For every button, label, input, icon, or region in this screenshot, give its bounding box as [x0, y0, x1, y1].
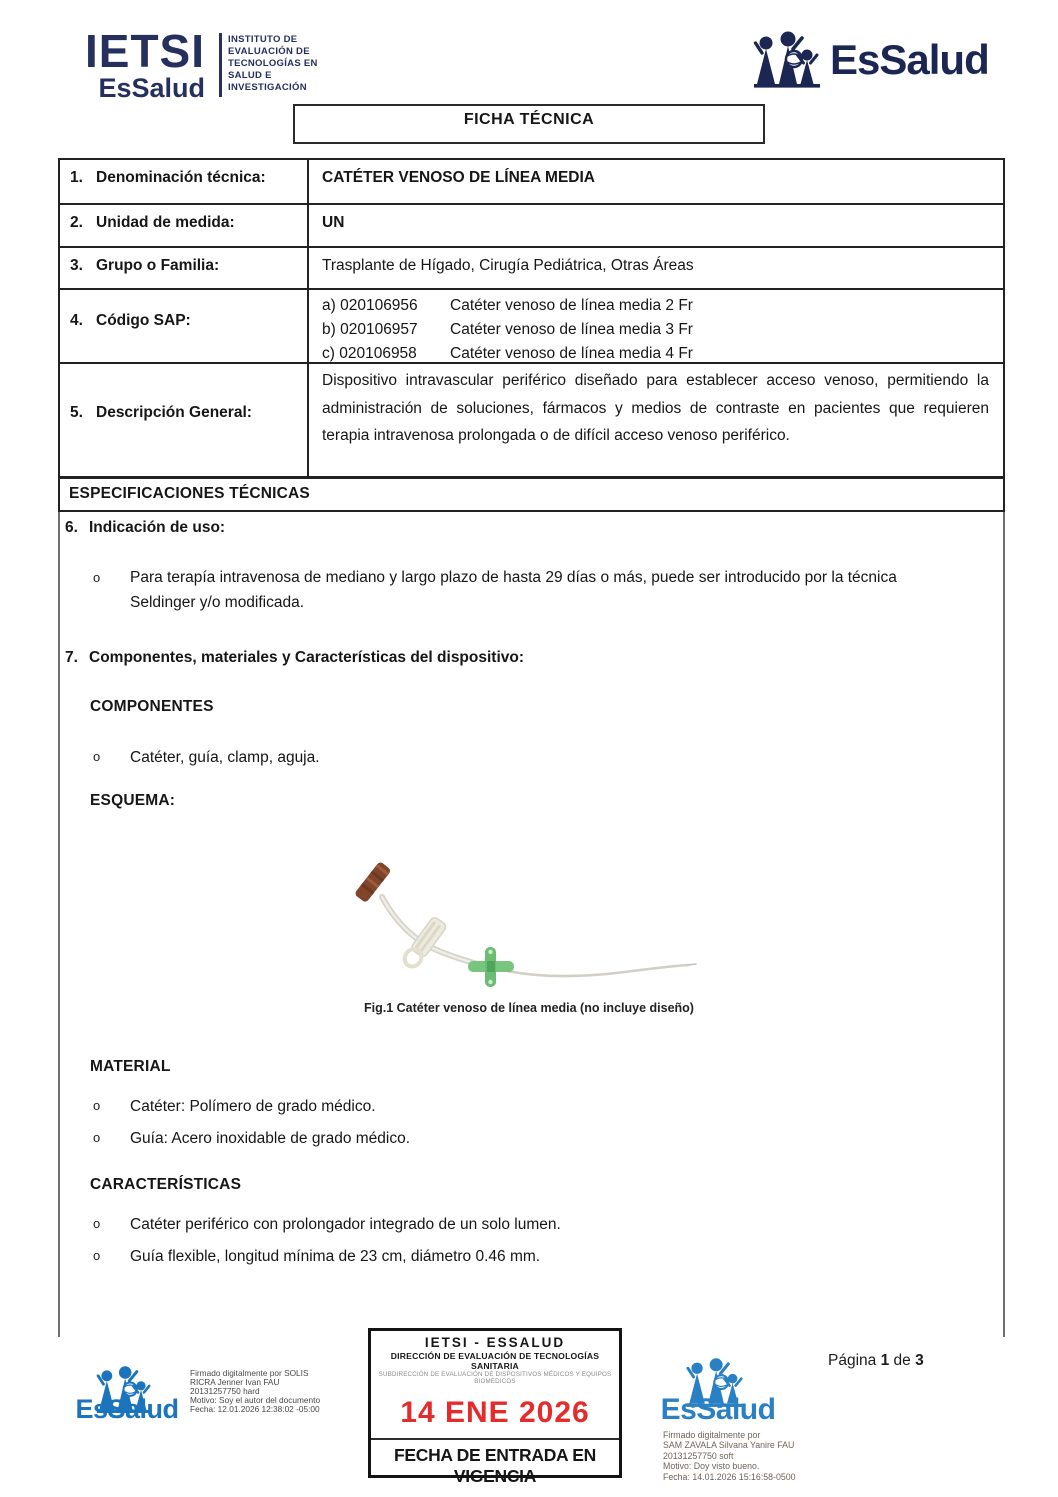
section-title-text: Indicación de uso:	[89, 519, 226, 536]
signature-line: Fecha: 12.01.2026 12:38:02 -05:00	[190, 1404, 320, 1414]
figure-caption: Fig.1 Catéter venoso de línea media (no incluye diseño)	[364, 1001, 694, 1015]
page-number-prefix: Página	[828, 1352, 877, 1369]
caracteristicas-bullet: Guía flexible, longitud mínima de 23 cm, diámetro 0.46 mm.	[130, 1248, 541, 1265]
bullet-marker: o	[93, 1216, 101, 1231]
section-number: 6.	[65, 519, 78, 536]
page-number-separator: de	[893, 1352, 911, 1369]
table-row	[60, 290, 1003, 364]
bullet-marker: o	[93, 749, 101, 764]
table-row	[60, 364, 1003, 476]
row-label	[60, 248, 309, 288]
signature-line: Motivo: Soy el autor del documento	[190, 1395, 321, 1405]
row-number: 2.	[70, 214, 83, 231]
row-number: 3.	[70, 257, 83, 274]
page-number-current: 1	[880, 1352, 890, 1369]
esquema-header: ESQUEMA:	[90, 792, 176, 809]
material-header: MATERIAL	[90, 1058, 171, 1075]
spec-section-header	[58, 477, 1005, 512]
row-label	[60, 205, 309, 246]
essalud-wordmark: EsSalud	[830, 36, 989, 83]
tagline-line: TECNOLOGÍAS EN	[228, 58, 318, 69]
row-value: Trasplante de Hígado, Cirugía Pediátrica, Otras Áreas	[322, 257, 694, 274]
sap-desc: Catéter venoso de línea media 2 Fr	[450, 297, 693, 314]
table-row	[60, 248, 1003, 290]
stamp-divider	[371, 1438, 619, 1440]
sap-code: b) 020106957	[322, 321, 418, 338]
signature-line: Fecha: 14.01.2026 15:16:58-0500	[663, 1471, 796, 1482]
signature-line: Firmado digitalmente por SOLIS	[190, 1368, 309, 1378]
ietsi-tagline	[228, 34, 318, 94]
tagline-line: SALUD E	[228, 70, 272, 81]
spec-table	[58, 158, 1005, 478]
row-label-text: Descripción General:	[96, 404, 252, 421]
tagline-line: INVESTIGACIÓN	[228, 82, 307, 93]
row-value: Dispositivo intravascular periférico diseñado para establecer acceso venoso, permitiendo la administración de soluciones, fármacos y medios de contraste en pacientes que requieren terapia intravenosa prolongada o de difícil acceso venoso periférico.	[322, 372, 989, 444]
signature-line: 20131257750 hard	[190, 1386, 260, 1396]
sap-desc: Catéter venoso de línea media 3 Fr	[450, 321, 693, 338]
ietsi-logo	[85, 25, 206, 104]
row-label	[60, 364, 309, 476]
row-label	[60, 290, 309, 362]
stamp-subdirection: SUBDIRECCIÓN DE EVALUACIÓN DE DISPOSITIVOS MÉDICOS Y EQUIPOS BIOMEDICOS	[378, 1371, 612, 1385]
sap-code-line	[322, 318, 989, 342]
row-number: 5.	[70, 404, 83, 421]
page-number	[828, 1352, 924, 1370]
row-label-text: Grupo o Familia:	[96, 257, 220, 274]
ietsi-essalud-text: EsSalud	[98, 73, 206, 103]
spec-section-title: ESPECIFICACIONES TÉCNICAS	[69, 485, 310, 502]
page-title: FICHA TÉCNICA	[463, 111, 595, 128]
caracteristicas-header: CARACTERÍSTICAS	[90, 1176, 242, 1193]
row-label	[60, 160, 309, 203]
table-row	[60, 205, 1003, 248]
catheter-figure	[340, 855, 700, 1010]
page-number-total: 3	[915, 1352, 924, 1369]
validity-stamp	[368, 1328, 622, 1486]
bullet-marker: o	[93, 1130, 101, 1145]
sap-code-line	[322, 294, 989, 318]
essalud-family-icon	[752, 30, 826, 95]
stamp-direction: DIRECCIÓN DE EVALUACIÓN DE TECNOLOGÍAS SANITARIA	[390, 1351, 600, 1371]
document-title-box	[293, 104, 765, 144]
section-6-bullet: Para terapía intravenosa de mediano y largo plazo de hasta 29 días o más, puede ser introducido por la técnica Seldinger y/o modificada.	[130, 569, 897, 611]
bullet-marker: o	[93, 1248, 101, 1263]
row-label-text: Denominación técnica:	[96, 169, 266, 186]
tagline-line: INSTITUTO DE	[228, 34, 298, 45]
sap-code: c) 020106958	[322, 345, 417, 362]
ietsi-wordmark: IETSI	[85, 25, 206, 77]
section-number: 7.	[65, 649, 78, 666]
row-value	[309, 290, 1003, 362]
digital-signature-right	[663, 1430, 796, 1482]
sap-code: a) 020106956	[322, 297, 418, 314]
section-6-title	[65, 519, 225, 537]
row-number: 1.	[70, 169, 83, 186]
logo-divider	[219, 33, 222, 97]
bullet-marker: o	[93, 570, 101, 585]
row-value: CATÉTER VENOSO DE LÍNEA MEDIA	[322, 169, 595, 186]
digital-signature-left	[190, 1369, 320, 1414]
section-title-text: Componentes, materiales y Características del dispositivo:	[89, 649, 525, 666]
tagline-line: EVALUACIÓN DE	[228, 46, 310, 57]
stamp-date: 14 ENE 2026	[400, 1396, 590, 1429]
row-label-text: Unidad de medida:	[96, 214, 235, 231]
essalud-wordmark: EsSalud	[75, 1394, 179, 1424]
catheter-clamp	[401, 916, 447, 970]
row-number: 4.	[70, 312, 83, 329]
material-bullet: Catéter: Polímero de grado médico.	[130, 1098, 376, 1115]
catheter-cap	[354, 861, 392, 903]
signature-line: 20131257750 soft	[663, 1450, 734, 1461]
section-7-title	[65, 649, 524, 667]
signature-line: Motivo: Doy visto bueno.	[663, 1461, 760, 1472]
signature-line: SAM ZAVALA Silvana Yanire FAU	[663, 1440, 795, 1451]
row-label-text: Código SAP:	[96, 312, 191, 329]
row-value: UN	[322, 214, 345, 231]
sap-desc: Catéter venoso de línea media 4 Fr	[450, 345, 693, 362]
table-row	[60, 160, 1003, 205]
signature-line: Firmado digitalmente por	[663, 1430, 761, 1440]
componentes-header: COMPONENTES	[90, 698, 214, 715]
sap-code-line	[322, 342, 989, 366]
bullet-marker: o	[93, 1098, 101, 1113]
componentes-bullet: Catéter, guía, clamp, aguja.	[130, 749, 320, 766]
essalud-wordmark: EsSalud	[660, 1393, 776, 1426]
stamp-org: IETSI - ESSALUD	[424, 1335, 566, 1350]
stamp-label: FECHA DE ENTRADA EN VIGENCIA	[393, 1445, 597, 1486]
catheter-hub	[468, 947, 514, 987]
signature-line: RICRA Jenner Ivan FAU	[190, 1377, 280, 1387]
caracteristicas-bullet: Catéter periférico con prolongador integrado de un solo lumen.	[130, 1216, 561, 1233]
material-bullet: Guía: Acero inoxidable de grado médico.	[130, 1130, 411, 1147]
